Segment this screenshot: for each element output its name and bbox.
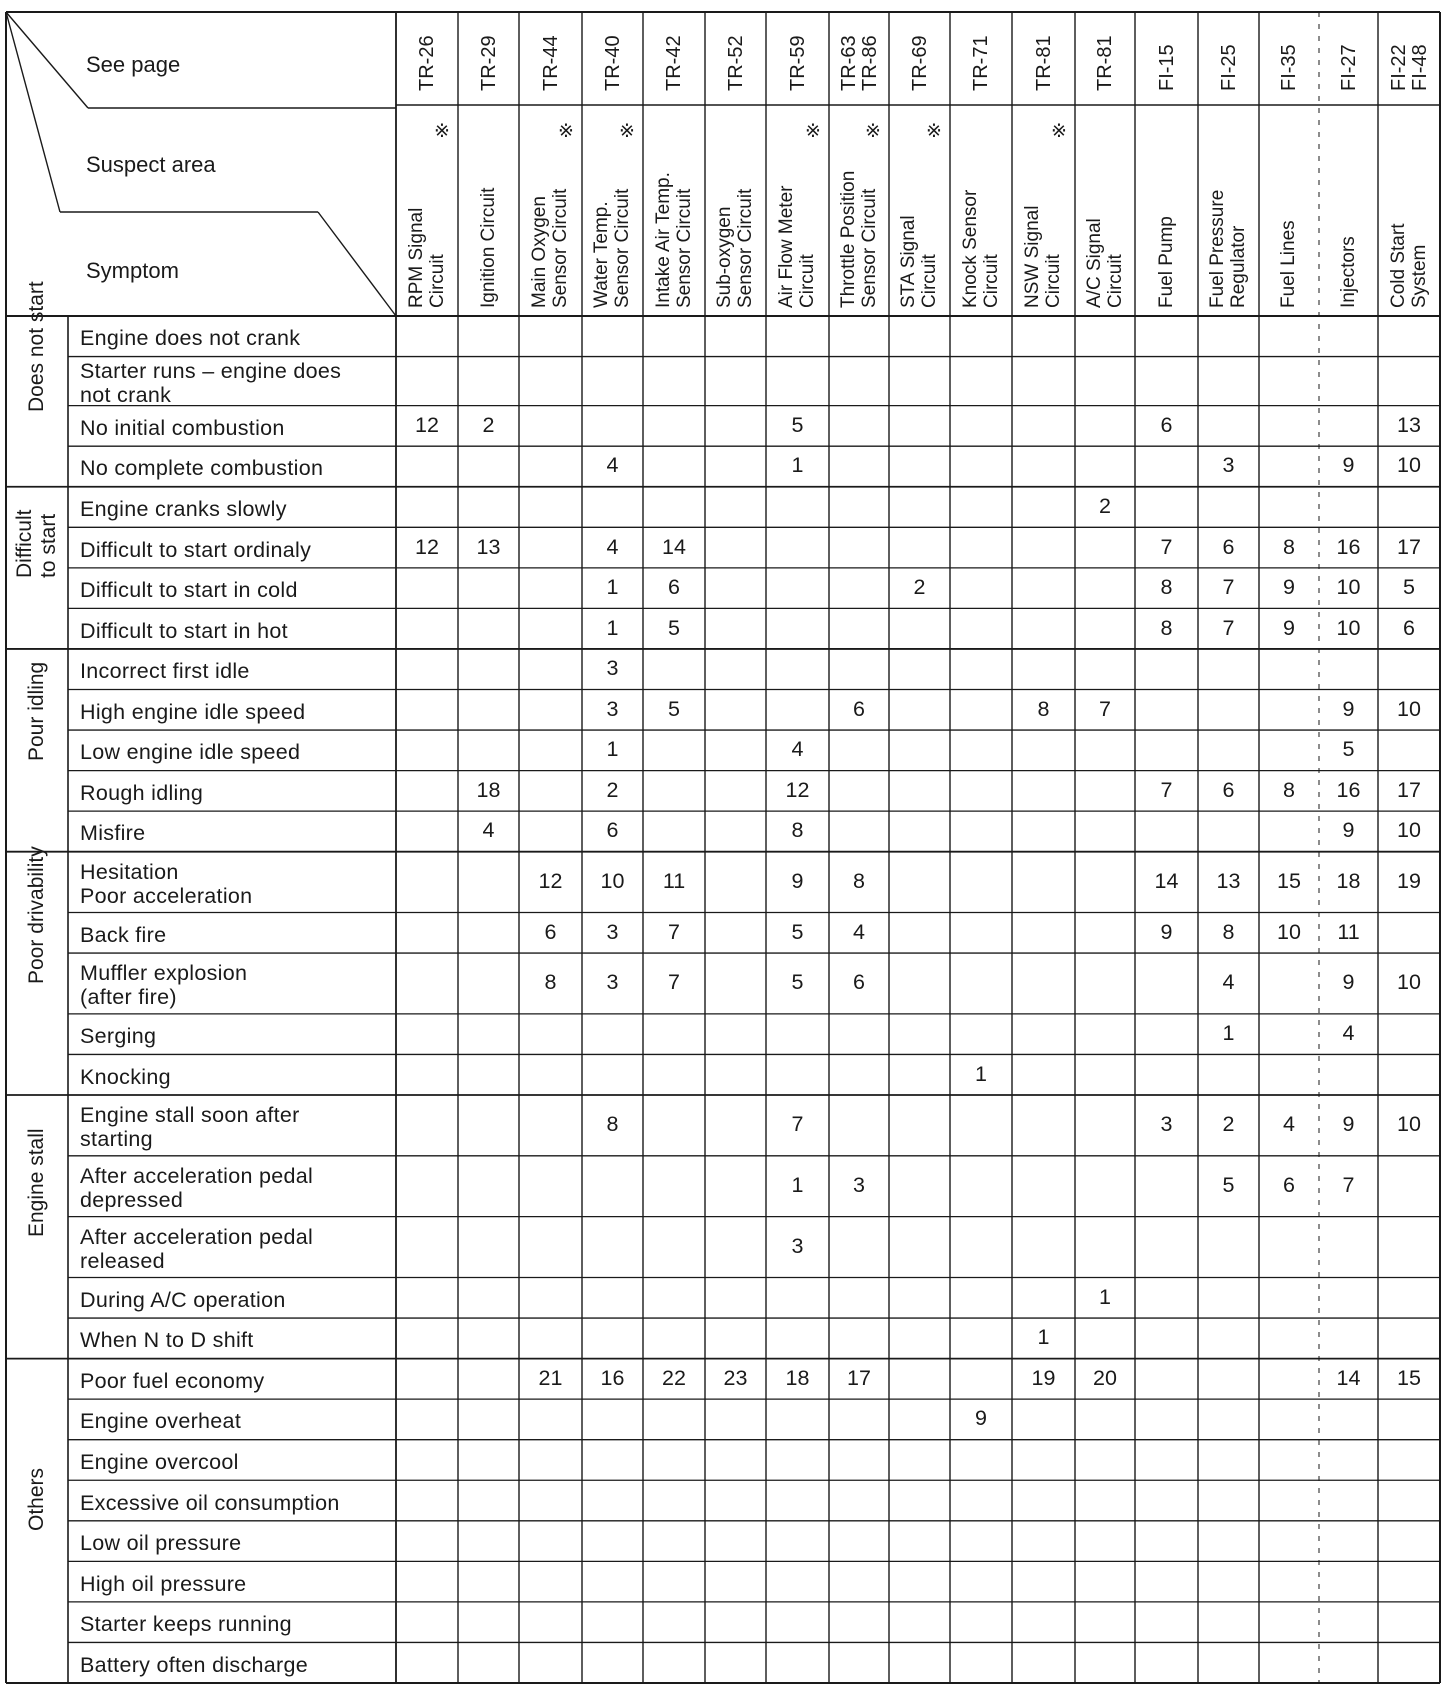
page-reference: TR-71 [970,35,992,91]
priority-number: 18 [1336,869,1361,894]
priority-number: 9 [1342,453,1355,478]
priority-number: 9 [791,869,804,894]
priority-number: 1 [791,453,804,478]
priority-number: 3 [606,656,619,681]
suspect-area-label: Circuit [797,254,818,308]
symptom-label: Difficult to start ordinaly [80,537,312,562]
symptom-label: Starter runs – engine does [80,359,342,384]
priority-number: 10 [1397,818,1421,843]
priority-number: 4 [482,818,495,843]
priority-number: 10 [1277,919,1301,944]
priority-number: 10 [600,869,625,894]
page-reference: TR-59 [786,35,809,91]
priority-number: 3 [606,970,619,995]
priority-number: 14 [1336,1365,1361,1390]
suspect-area-label: Sub-oxygen [714,206,735,308]
symptom-label: Knocking [80,1064,171,1089]
page-reference: TR-81 [1032,35,1055,91]
group-label: Poor drivability [25,846,48,984]
priority-number: 4 [1283,1112,1295,1137]
suspect-area-label: System [1408,244,1430,308]
priority-number: 19 [1031,1365,1056,1390]
priority-number: 1 [1037,1325,1050,1350]
priority-number: 10 [1397,453,1421,478]
priority-number: 6 [606,818,619,843]
priority-number: 15 [1397,1365,1421,1390]
group-label: Pour idling [25,661,48,761]
suspect-area-label: Water Temp. [591,201,612,308]
priority-number: 7 [1099,696,1111,721]
symptom-label: Engine cranks slowly [80,497,287,522]
priority-number: 1 [791,1173,804,1198]
priority-number: 12 [415,534,439,559]
priority-number: 8 [606,1112,619,1137]
priority-number: 7 [1160,777,1173,802]
priority-number: 6 [853,696,865,721]
page-reference: FI-35 [1278,44,1300,91]
priority-number: 10 [1397,1112,1421,1137]
priority-number: 2 [913,575,926,600]
priority-number: 7 [1342,1173,1355,1198]
suspect-area-heading: Suspect area [86,152,216,177]
priority-number: 8 [1222,919,1235,944]
see-page-heading: See page [86,52,181,77]
priority-number: 9 [1342,818,1355,843]
page-reference: TR-29 [477,35,500,91]
priority-number: 16 [1336,777,1361,802]
suspect-area-label: Circuit [1043,254,1064,308]
suspect-area-label: Regulator [1228,225,1249,308]
page-reference: TR-40 [601,35,624,91]
priority-number: 9 [1160,919,1173,944]
priority-number: 3 [606,919,619,944]
note-mark: ※ [805,121,821,142]
page-reference: TR-52 [724,35,747,91]
priority-number: 2 [1222,1112,1235,1137]
page-reference: FI-15 [1155,44,1178,91]
page-reference: TR-86 [858,35,881,91]
symptom-label: Difficult to start in hot [80,618,288,643]
priority-number: 5 [791,970,804,995]
priority-number: 18 [785,1365,810,1390]
priority-number: 5 [668,696,680,721]
symptom-label: When N to D shift [80,1328,254,1353]
symptom-label: released [80,1249,165,1274]
symptom-label: Starter keeps running [80,1612,292,1637]
symptom-label: Misfire [80,821,146,846]
priority-number: 4 [1222,970,1235,995]
symptom-label: Excessive oil consumption [80,1490,340,1515]
priority-number: 3 [1222,453,1235,478]
priority-number: 7 [1222,575,1235,600]
suspect-area-label: Circuit [1104,254,1126,308]
symptom-label: starting [80,1127,153,1152]
priority-number: 4 [853,919,865,944]
priority-number: 19 [1397,869,1421,894]
symptom-label: Low oil pressure [80,1531,242,1556]
priority-number: 2 [606,777,619,802]
priority-number: 8 [1283,534,1295,559]
priority-number: 17 [1397,534,1421,559]
priority-number: 5 [791,412,804,437]
priority-number: 9 [975,1406,987,1431]
priority-number: 1 [975,1061,987,1086]
priority-number: 12 [415,412,439,437]
suspect-area-label: Sensor Circuit [550,188,571,308]
priority-number: 11 [1337,919,1360,944]
page-reference: FI-22 [1387,44,1410,91]
symptom-label: Hesitation [80,860,179,885]
suspect-area-label: Cold Start [1387,223,1409,308]
priority-number: 20 [1093,1365,1117,1390]
suspect-area-label: Fuel Pressure [1207,189,1228,308]
priority-number: 4 [606,534,619,559]
symptom-label: Poor acceleration [80,884,253,909]
symptom-label: Engine stall soon after [80,1103,300,1128]
priority-number: 3 [606,696,619,721]
note-mark: ※ [1051,121,1067,142]
page-reference: TR-63 [837,35,860,91]
suspect-area-label: STA Signal [898,215,919,308]
group-label: to start [37,514,60,579]
priority-number: 9 [1342,970,1355,995]
priority-number: 6 [544,919,557,944]
symptom-label: Incorrect first idle [80,659,250,684]
priority-number: 3 [791,1234,804,1259]
priority-number: 8 [1160,615,1173,640]
priority-number: 6 [1222,777,1235,802]
priority-number: 16 [1336,534,1361,559]
priority-number: 6 [1283,1173,1295,1198]
priority-number: 6 [853,970,865,995]
priority-number: 1 [606,737,619,762]
priority-number: 5 [791,919,804,944]
suspect-area-label: A/C Signal [1083,218,1105,308]
symptom-label: After acceleration pedal [80,1225,314,1250]
symptom-label: Muffler explosion [80,961,248,986]
priority-number: 1 [1099,1284,1111,1309]
priority-number: 13 [1216,869,1241,894]
symptom-label: Back fire [80,922,167,947]
priority-number: 6 [1222,534,1235,559]
priority-number: 3 [1160,1112,1173,1137]
suspect-area-label: Sensor Circuit [612,188,633,308]
priority-number: 5 [1222,1173,1235,1198]
note-mark: ※ [619,121,635,142]
priority-number: 3 [853,1173,865,1198]
group-label: Difficult [13,509,36,579]
suspect-area-label: Main Oxygen [529,196,550,308]
symptom-heading: Symptom [86,258,179,283]
symptom-label: Engine overcool [80,1449,239,1474]
symptom-label: During A/C operation [80,1287,286,1312]
group-label: Others [25,1468,48,1532]
priority-number: 7 [668,970,680,995]
symptom-label: Rough idling [80,780,204,805]
priority-number: 5 [1403,575,1415,600]
symptom-label: After acceleration pedal [80,1164,314,1189]
suspect-area-label: Injectors [1337,236,1359,308]
page-reference: FI-48 [1408,44,1431,91]
page-reference: TR-81 [1094,35,1116,91]
priority-number: 22 [662,1365,686,1390]
priority-number: 8 [1283,777,1295,802]
priority-number: 4 [1342,1021,1355,1046]
suspect-area-label: Circuit [919,254,940,308]
page-reference: TR-44 [539,35,562,91]
priority-number: 4 [791,737,804,762]
symptom-label: Engine does not crank [80,326,301,351]
group-label: Engine stall [25,1128,48,1238]
suspect-area-label: Fuel Pump [1155,216,1177,308]
priority-number: 6 [668,575,680,600]
priority-number: 7 [1222,615,1235,640]
priority-number: 13 [476,534,501,559]
suspect-area-label: Circuit [980,254,1002,308]
suspect-area-label: NSW Signal [1022,205,1043,308]
symptom-label: Engine overheat [80,1409,242,1434]
symptom-label: High engine idle speed [80,699,306,724]
priority-number: 2 [1099,494,1111,519]
suspect-area-label: Circuit [426,254,448,308]
note-mark: ※ [558,121,574,142]
page-reference: FI-25 [1217,44,1240,91]
priority-number: 5 [668,615,680,640]
suspect-area-label: RPM Signal [405,207,427,308]
priority-number: 15 [1277,869,1301,894]
priority-number: 10 [1397,970,1421,995]
page-reference: TR-26 [416,35,438,91]
priority-number: 14 [1154,869,1179,894]
priority-number: 8 [853,869,865,894]
suspect-area-label: Fuel Lines [1278,220,1299,308]
priority-number: 10 [1336,615,1361,640]
priority-number: 7 [668,919,680,944]
page-reference: FI-27 [1337,44,1360,91]
priority-number: 17 [1397,777,1421,802]
symptom-label: Poor fuel economy [80,1368,265,1393]
symptom-label: No initial combustion [80,415,285,440]
priority-number: 9 [1342,696,1355,721]
symptom-label: Serging [80,1024,157,1049]
suspect-area-label: Throttle Position [837,170,859,308]
grid-line [318,212,396,316]
priority-number: 6 [1160,412,1173,437]
priority-number: 21 [538,1365,563,1390]
priority-number: 7 [791,1112,804,1137]
suspect-area-label: Sensor Circuit [673,188,695,308]
priority-number: 8 [1160,575,1173,600]
page-reference: TR-69 [908,35,931,91]
priority-number: 16 [600,1365,625,1390]
priority-number: 10 [1336,575,1361,600]
priority-number: 14 [662,534,686,559]
suspect-area-label: Ignition Circuit [477,187,499,308]
symptom-label: High oil pressure [80,1571,247,1596]
symptom-label: Battery often discharge [80,1652,308,1677]
priority-number: 23 [723,1365,748,1390]
suspect-area-label: Air Flow Meter [776,185,797,308]
group-label: Does not start [25,281,48,412]
suspect-area-label: Sensor Circuit [735,188,756,308]
priority-number: 1 [606,575,619,600]
symptom-label: Difficult to start in cold [80,578,298,603]
symptom-label: (after fire) [80,985,177,1010]
priority-number: 12 [785,777,810,802]
suspect-area-label: Intake Air Temp. [652,172,674,308]
priority-number: 2 [482,412,495,437]
priority-number: 17 [847,1365,871,1390]
note-mark: ※ [434,121,450,142]
note-mark: ※ [865,121,881,142]
symptom-label: not crank [80,383,172,408]
priority-number: 1 [1222,1021,1235,1046]
priority-number: 9 [1283,615,1295,640]
symptom-label: No complete combustion [80,456,324,481]
priority-number: 12 [538,869,563,894]
priority-number: 6 [1403,615,1415,640]
priority-number: 11 [662,869,686,894]
grid-line [6,12,60,212]
suspect-area-label: Sensor Circuit [858,188,880,308]
page-reference: TR-42 [663,35,685,91]
priority-number: 5 [1342,737,1355,762]
symptom-label: depressed [80,1188,184,1213]
note-mark: ※ [926,121,942,142]
priority-number: 8 [1037,696,1050,721]
priority-number: 13 [1397,412,1421,437]
suspect-area-label: Knock Sensor [959,189,981,308]
priority-number: 4 [606,453,619,478]
priority-number: 7 [1160,534,1173,559]
priority-number: 9 [1342,1112,1355,1137]
symptom-label: Low engine idle speed [80,740,301,765]
priority-number: 10 [1397,696,1421,721]
priority-number: 8 [544,970,557,995]
priority-number: 18 [476,777,501,802]
priority-number: 8 [791,818,804,843]
priority-number: 1 [606,615,619,640]
priority-number: 9 [1283,575,1295,600]
